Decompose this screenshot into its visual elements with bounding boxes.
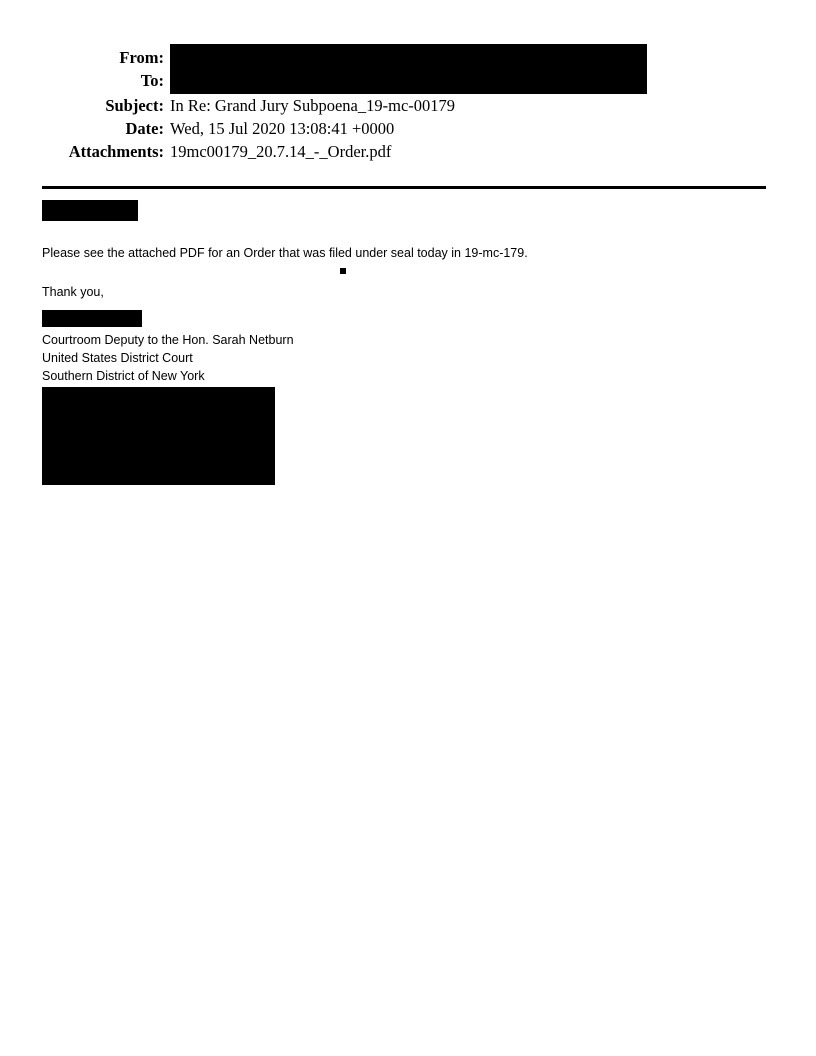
- header-label-date: Date:: [125, 119, 164, 138]
- redaction-bar-salutation: [42, 200, 138, 221]
- redaction-bar-signature-name: [42, 310, 142, 327]
- header-value-subject: In Re: Grand Jury Subpoena_19-mc-00179: [170, 96, 456, 115]
- header-label-from: From:: [119, 48, 164, 67]
- attachment-filename[interactable]: 19mc00179_20.7.14_-_Order.pdf: [170, 142, 392, 161]
- body-paragraph: Please see the attached PDF for an Order that was filed under seal today in 19-mc-179.: [42, 246, 528, 260]
- header-label-attachments: Attachments:: [68, 142, 164, 161]
- header-value-to: [170, 69, 774, 94]
- redaction-bar-to: [170, 66, 647, 94]
- signature-line-district: Southern District of New York: [42, 369, 205, 383]
- header-row-attachments: [42, 140, 774, 163]
- header-body-divider: [42, 186, 766, 189]
- signature-line-court: United States District Court: [42, 351, 193, 365]
- email-header-block: [42, 46, 774, 163]
- header-row-date: [42, 117, 774, 140]
- header-label-subject: Subject:: [105, 96, 164, 115]
- header-label-to: To:: [140, 71, 164, 90]
- signature-line-title: Courtroom Deputy to the Hon. Sarah Netburn: [42, 333, 294, 347]
- redaction-bar-signature-block: [42, 387, 275, 485]
- header-row-to: [42, 69, 774, 94]
- header-value-date: Wed, 15 Jul 2020 13:08:41 +0000: [170, 119, 395, 138]
- header-row-subject: [42, 94, 774, 117]
- stray-mark-artifact: [340, 268, 346, 274]
- email-body: [42, 200, 774, 485]
- body-closing: Thank you,: [42, 285, 104, 299]
